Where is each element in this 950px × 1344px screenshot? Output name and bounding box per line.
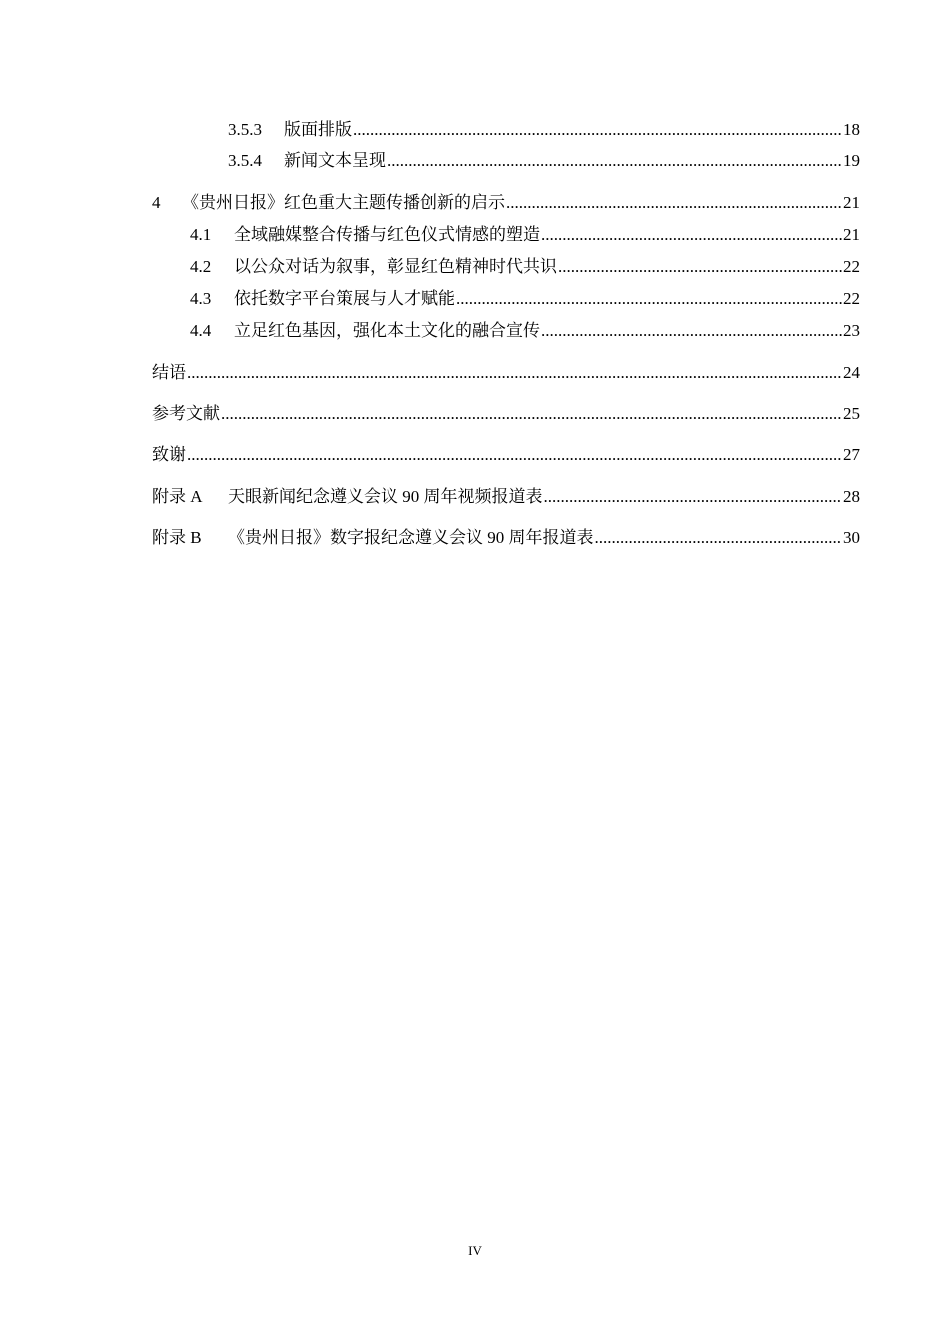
toc-title: 《贵州日报》数字报纪念遵义会议 90 周年报道表: [228, 528, 594, 547]
toc-entry-4-1[interactable]: [152, 223, 860, 247]
toc-title: 全域融媒整合传播与红色仪式情感的塑造: [234, 225, 540, 244]
toc-title: 以公众对话为叙事，彰显红色精神时代共识: [234, 257, 557, 276]
toc-number: 4.4: [190, 321, 212, 340]
toc-number: 4.2: [190, 257, 212, 276]
dot-leader: [541, 319, 842, 343]
toc-title: 新闻文本呈现: [284, 151, 386, 170]
toc-title: 致谢: [152, 445, 186, 464]
toc-entry-acknowledgements[interactable]: [152, 443, 860, 467]
toc-entry-appendix-a[interactable]: [152, 485, 860, 509]
toc-number: 附录 B: [152, 528, 202, 547]
toc-page-number: 19: [843, 151, 860, 170]
dot-leader: [387, 149, 842, 173]
dot-leader: [221, 402, 842, 426]
toc-page-number: 22: [843, 289, 860, 308]
toc-number: 3.5.3: [228, 120, 262, 139]
toc-entry-3-5-3[interactable]: [152, 118, 860, 142]
toc-entry-3-5-4[interactable]: [152, 149, 860, 173]
dot-leader: [544, 485, 843, 509]
toc-page-number: 21: [843, 225, 860, 244]
toc-entry-appendix-b[interactable]: [152, 526, 860, 550]
dot-leader: [595, 526, 843, 550]
toc-title: 《贵州日报》红色重大主题传播创新的启示: [182, 193, 505, 212]
toc-page-number: 25: [843, 404, 860, 423]
toc-entry-4[interactable]: [152, 191, 860, 215]
dot-leader: [187, 361, 842, 385]
toc-entry-4-2[interactable]: [152, 255, 860, 279]
dot-leader: [506, 191, 842, 215]
dot-leader: [456, 287, 842, 311]
toc-page-number: 22: [843, 257, 860, 276]
dot-leader: [558, 255, 842, 279]
toc-title: 天眼新闻纪念遵义会议 90 周年视频报道表: [228, 487, 543, 506]
toc-entry-conclusion[interactable]: [152, 361, 860, 385]
toc-page-number: 21: [843, 193, 860, 212]
toc-entry-4-4[interactable]: [152, 319, 860, 343]
toc-title: 参考文献: [152, 404, 220, 423]
toc-page-number: 28: [843, 487, 860, 506]
toc-entry-4-3[interactable]: [152, 287, 860, 311]
toc-page-number: 27: [843, 445, 860, 464]
dot-leader: [541, 223, 842, 247]
toc-page-number: 24: [843, 363, 860, 382]
toc-number: 附录 A: [152, 487, 203, 506]
dot-leader: [353, 118, 842, 142]
toc-entry-references[interactable]: [152, 402, 860, 426]
toc-title: 依托数字平台策展与人才赋能: [234, 289, 455, 308]
toc-title: 版面排版: [284, 120, 352, 139]
toc-page-number: 30: [843, 528, 860, 547]
page-footer-number: IV: [468, 1243, 482, 1258]
dot-leader: [187, 443, 842, 467]
toc-number: 4: [152, 193, 161, 212]
toc-number: 4.1: [190, 225, 212, 244]
toc-number: 3.5.4: [228, 151, 262, 170]
toc-number: 4.3: [190, 289, 212, 308]
toc-title: 立足红色基因，强化本土文化的融合宣传: [234, 321, 540, 340]
toc-page-number: 18: [843, 120, 860, 139]
toc-page-number: 23: [843, 321, 860, 340]
toc-title: 结语: [152, 363, 186, 382]
